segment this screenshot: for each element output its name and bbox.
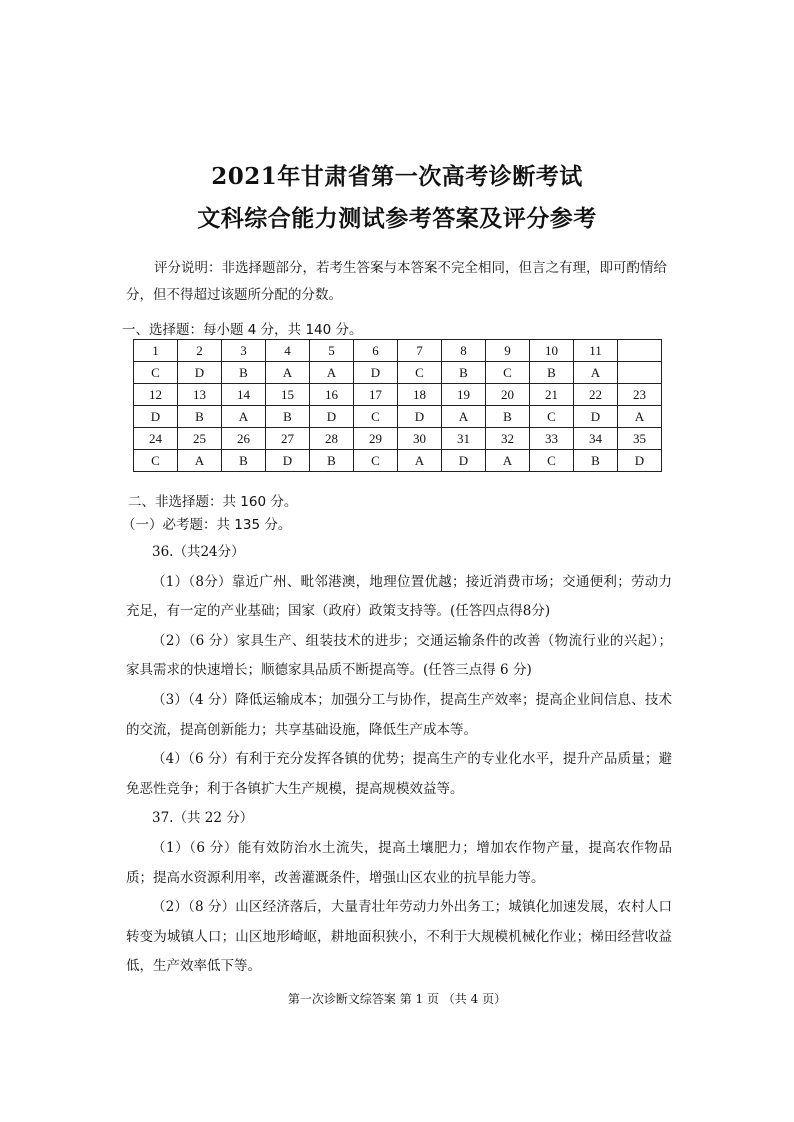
answer-table-cell: 4 (266, 340, 310, 362)
answer-table-cell: C (398, 362, 442, 384)
paragraph-q36-1: （1）（8分）靠近广州、毗邻港澳，地理位置优越；接近消费市场；交通便利；劳动力充足，有一定的产业基础；国家（政府）政策支持等。(任答四点得8分) (126, 573, 672, 620)
answer-table-cell: 19 (442, 384, 486, 406)
answer-table-cell: A (574, 362, 618, 384)
answer-table-row (134, 428, 662, 450)
section1-heading: 一、选择题：每小题 4 分，共 140 分。 (122, 322, 363, 338)
answer-table-cell: 31 (442, 428, 486, 450)
answer-table-cell: 24 (134, 428, 178, 450)
answer-table-cell: 33 (530, 428, 574, 450)
answer-table-cell: D (178, 362, 222, 384)
answer-table-cell (618, 362, 662, 384)
answer-table-cell: 18 (398, 384, 442, 406)
answer-table-cell: D (618, 450, 662, 472)
answer-table-cell: 12 (134, 384, 178, 406)
answer-table-cell: 3 (222, 340, 266, 362)
answer-table-cell: 9 (486, 340, 530, 362)
answer-body (126, 538, 672, 982)
exam-title: 2021年甘肃省第一次高考诊断考试 (211, 163, 583, 190)
answer-table-cell: 27 (266, 428, 310, 450)
paragraph-q36-2: （2）（6 分）家具生产、组装技术的进步；交通运输条件的改善（物流行业的兴起）；家具需求的快速增长；顺德家具品质不断提高等。(任答三点得 6 分) (126, 632, 672, 679)
paragraph-q37-1: （1）（6 分）能有效防治水土流失，提高土壤肥力；增加农作物产量，提高农作物品质；提高水资源利用率，改善灌溉条件，增强山区农业的抗旱能力等。 (126, 839, 672, 886)
answer-table-cell: 26 (222, 428, 266, 450)
answer-table-cell: B (178, 406, 222, 428)
answer-table-cell: A (310, 362, 354, 384)
answer-table-cell: 14 (222, 384, 266, 406)
answer-table-cell: 6 (354, 340, 398, 362)
answer-table-row (134, 362, 662, 384)
answer-table-row (134, 384, 662, 406)
answer-table-cell: 11 (574, 340, 618, 362)
answer-table-cell: B (266, 406, 310, 428)
paragraph-q36-4: （4）（6 分）有利于充分发挥各镇的优势；提高生产的专业化水平，提升产品质量；避免恶性竞争；利于各镇扩大生产规模，提高规模效益等。 (126, 751, 672, 797)
answer-table-cell: D (134, 406, 178, 428)
answer-table-cell: 5 (310, 340, 354, 362)
answer-table-cell: A (222, 406, 266, 428)
answer-table-cell: A (618, 406, 662, 428)
answer-table-cell: D (574, 406, 618, 428)
answer-table-cell: D (310, 406, 354, 428)
answer-table-cell: B (574, 450, 618, 472)
answer-table-cell: D (266, 450, 310, 472)
answer-table-cell: C (530, 450, 574, 472)
section2-heading: 二、非选择题：共 160 分。 (128, 494, 298, 510)
answer-table-cell: A (178, 450, 222, 472)
answer-table-cell: D (354, 362, 398, 384)
paragraph-q36-heading: 36.（共24分） (152, 544, 245, 560)
answer-table-cell: 7 (398, 340, 442, 362)
answer-table-cell: B (486, 406, 530, 428)
answer-table-cell: 1 (134, 340, 178, 362)
answer-table-cell: A (442, 406, 486, 428)
answer-table-cell: 28 (310, 428, 354, 450)
paragraph-q36-3: （3）（4 分）降低运输成本；加强分工与协作，提高生产效率；提高企业间信息、技术的交流，提高创新能力；共享基础设施，降低生产成本等。 (126, 691, 672, 738)
answer-table-cell: 29 (354, 428, 398, 450)
answer-table-cell: 15 (266, 384, 310, 406)
paragraph-q37-heading: 37.（共 22 分） (152, 810, 254, 827)
answer-table-cell: A (266, 362, 310, 384)
answer-table-cell: B (442, 362, 486, 384)
answer-table-cell: C (134, 450, 178, 472)
answer-table-cell: 21 (530, 384, 574, 406)
paragraph-q37-2: （2）（8 分）山区经济落后，大量青壮年劳动力外出务工；城镇化加速发展，农村人口转变为城镇人口；山区地形崎岖，耕地面积狭小，不利于大规模机械化作业；梯田经营收益低，生产效率低下等。 (126, 899, 672, 975)
answer-table-cell: B (310, 450, 354, 472)
page-footer: 第一次诊断文综答案 第 1 页 （共 4 页） (287, 992, 507, 1006)
answer-table-cell: 8 (442, 340, 486, 362)
answer-table-cell: 10 (530, 340, 574, 362)
answer-table-cell: A (486, 450, 530, 472)
answer-table-cell: B (222, 362, 266, 384)
answer-table-cell: C (486, 362, 530, 384)
answer-table-cell: C (354, 450, 398, 472)
exam-subtitle: 文科综合能力测试参考答案及评分参考 (197, 205, 597, 232)
answer-table-cell: 16 (310, 384, 354, 406)
answer-table-cell: 34 (574, 428, 618, 450)
answer-table-cell: C (134, 362, 178, 384)
answer-table-cell: A (398, 450, 442, 472)
answer-table-cell: B (530, 362, 574, 384)
answer-table-cell: D (398, 406, 442, 428)
answer-table-cell: C (354, 406, 398, 428)
answer-table-cell: 32 (486, 428, 530, 450)
answer-table-cell: D (442, 450, 486, 472)
answer-table-cell: C (530, 406, 574, 428)
answer-table-row (134, 450, 662, 472)
answer-table-row (134, 340, 662, 362)
answer-table-cell: 22 (574, 384, 618, 406)
answer-table-cell: 13 (178, 384, 222, 406)
answer-table-cell: 20 (486, 384, 530, 406)
section2a-heading: （一）必考题：共 135 分。 (122, 517, 292, 533)
answer-table-cell: B (222, 450, 266, 472)
answer-table-cell: 25 (178, 428, 222, 450)
answer-table-cell: 17 (354, 384, 398, 406)
answer-table-row (134, 406, 662, 428)
answer-table (133, 339, 662, 472)
grading-note: 评分说明：非选择题部分，若考生答案与本答案不完全相同，但言之有理，即可酌情给分，但不得超过该题所分配的分数。 (126, 260, 667, 303)
answer-table-cell (618, 340, 662, 362)
answer-table-cell: 23 (618, 384, 662, 406)
answer-table-cell: 35 (618, 428, 662, 450)
answer-table-cell: 30 (398, 428, 442, 450)
answer-table-cell: 2 (178, 340, 222, 362)
